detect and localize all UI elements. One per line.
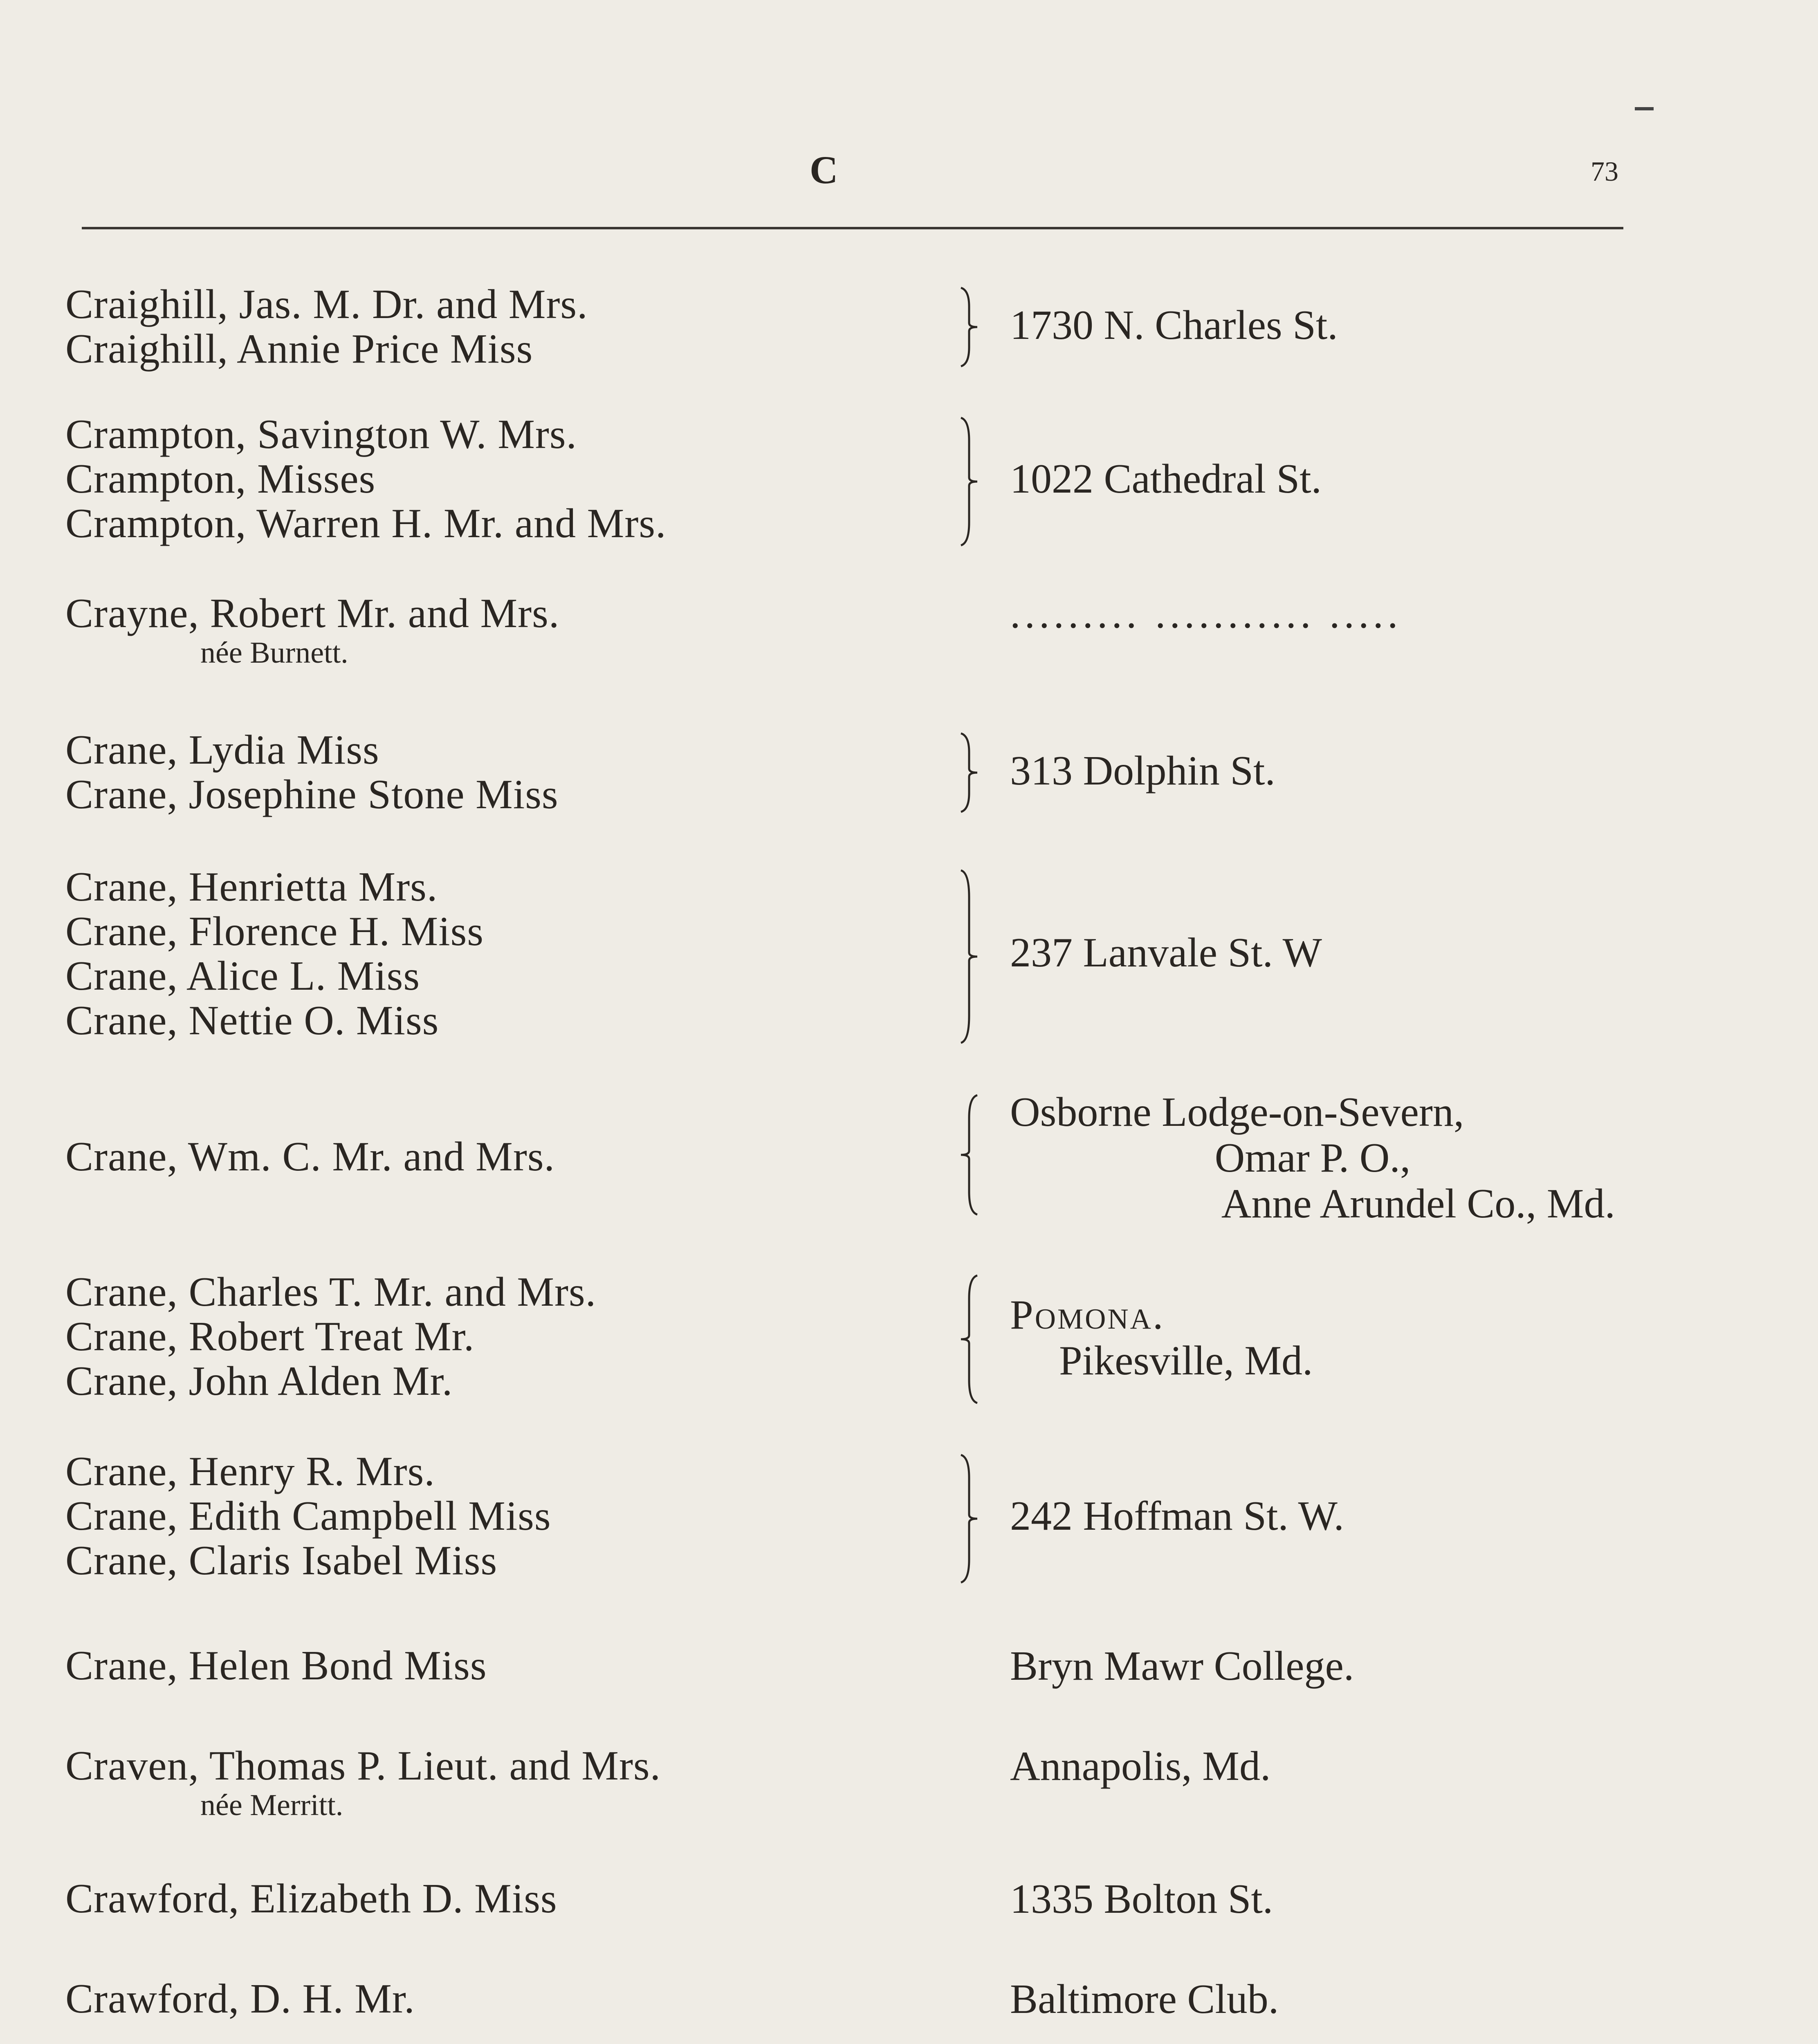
entry-name: Crane, Alice L. Miss <box>65 953 420 999</box>
entry-address <box>1010 591 1644 637</box>
entry-name: Crawford, D. H. Mr. <box>65 1976 415 2022</box>
entry-name: Crayne, Robert Mr. and Mrs. <box>65 590 560 637</box>
entry-names <box>65 1977 945 2021</box>
entry-names <box>65 1876 945 1921</box>
maiden-name: née Merritt. <box>200 1788 343 1822</box>
brace <box>957 416 981 547</box>
entry-name: Crane, John Alden Mr. <box>65 1358 453 1404</box>
entry-name: Crane, Lydia Miss <box>65 727 379 773</box>
address-line: 1335 Bolton St. <box>1010 1876 1273 1922</box>
entry-name: Crane, Josephine Stone Miss <box>65 771 559 818</box>
address-line: Anne Arundel Co., Md. <box>1221 1181 1615 1227</box>
entry-names <box>65 1449 945 1583</box>
entry-address <box>1010 1744 1644 1789</box>
address-line: Osborne Lodge-on-Severn, <box>1010 1089 1464 1135</box>
brace <box>957 1094 981 1216</box>
entry-name: Crane, Robert Treat Mr. <box>65 1313 475 1360</box>
entry-names <box>65 865 945 1043</box>
entry-address <box>1010 1089 1615 1227</box>
entry-address <box>1010 1977 1644 2022</box>
address-line: Bryn Mawr College. <box>1010 1643 1354 1689</box>
entry-name: Crane, Edith Campbell Miss <box>65 1493 551 1539</box>
entry-names <box>65 1643 945 1688</box>
address-line: 237 Lanvale St. W <box>1010 930 1322 976</box>
entry-name: Crane, Charles T. Mr. and Mrs. <box>65 1269 597 1315</box>
brace <box>957 286 981 368</box>
address-line: 242 Hoffman St. W. <box>1010 1493 1344 1539</box>
entry-address <box>1010 1643 1644 1689</box>
entry-address <box>1010 1876 1644 1922</box>
entry-name: Crane, Wm. C. Mr. and Mrs. <box>65 1134 555 1180</box>
brace <box>957 869 981 1044</box>
address-line: Pomona. <box>1010 1292 1165 1338</box>
entry-names <box>65 282 945 371</box>
page-mark <box>1635 107 1654 110</box>
entry-name: Craven, Thomas P. Lieut. and Mrs. <box>65 1743 661 1789</box>
entry-names <box>65 591 945 670</box>
entry-name: Crampton, Misses <box>65 456 376 502</box>
entry-names <box>65 412 945 546</box>
entry-name: Craighill, Jas. M. Dr. and Mrs. <box>65 281 588 327</box>
entry-address <box>1010 303 1644 348</box>
entry-name: Crane, Henrietta Mrs. <box>65 864 438 910</box>
entry-address <box>1010 930 1644 976</box>
entry-name: Crane, Helen Bond Miss <box>65 1643 487 1689</box>
address-line: Annapolis, Md. <box>1010 1743 1271 1789</box>
address-placeholder: ......... ........... ..... <box>1010 591 1402 637</box>
entry-address <box>1010 456 1644 502</box>
address-line: 1730 N. Charles St. <box>1010 302 1338 348</box>
brace <box>957 732 981 814</box>
address-line: Pikesville, Md. <box>1059 1338 1313 1384</box>
address-line: Omar P. O., <box>1214 1135 1411 1181</box>
address-line: 1022 Cathedral St. <box>1010 456 1322 502</box>
brace <box>957 1274 981 1405</box>
section-letter: C <box>810 148 838 192</box>
entry-name: Crane, Nettie O. Miss <box>65 997 439 1044</box>
maiden-name: née Burnett. <box>200 636 348 670</box>
entry-names <box>65 1744 945 1822</box>
entry-name: Crampton, Savington W. Mrs. <box>65 411 577 457</box>
entry-names <box>65 728 945 817</box>
entry-name: Craighill, Annie Price Miss <box>65 326 533 372</box>
entry-names <box>65 1134 945 1179</box>
header-rule <box>82 227 1623 229</box>
entry-name: Crane, Florence H. Miss <box>65 908 484 955</box>
address-line: Baltimore Club. <box>1010 1976 1279 2022</box>
entry-name: Crane, Claris Isabel Miss <box>65 1537 498 1584</box>
brace <box>957 1453 981 1584</box>
entry-names <box>65 1270 945 1403</box>
address-line: 313 Dolphin St. <box>1010 748 1275 794</box>
entry-address <box>1010 748 1644 794</box>
entry-address <box>1010 1493 1644 1539</box>
entry-address <box>1010 1292 1644 1384</box>
page-number: 73 <box>1591 156 1618 187</box>
entry-name: Crane, Henry R. Mrs. <box>65 1448 435 1495</box>
entry-name: Crampton, Warren H. Mr. and Mrs. <box>65 500 667 547</box>
entry-name: Crawford, Elizabeth D. Miss <box>65 1876 557 1922</box>
